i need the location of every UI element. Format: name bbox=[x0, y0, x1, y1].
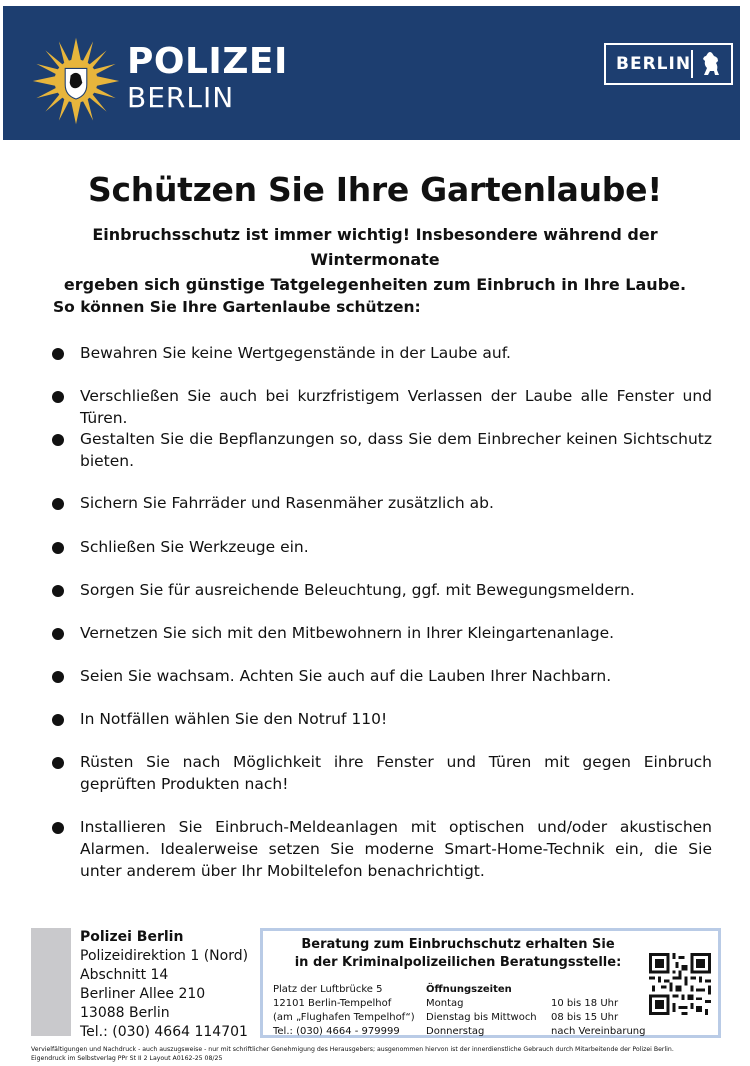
consultation-address-line: (am „Flughafen Tempelhof“) bbox=[273, 1012, 415, 1023]
bullet-icon bbox=[52, 542, 64, 554]
opening-days bbox=[426, 983, 537, 1039]
subtitle-line: ergeben sich günstige Tatgelegenheiten zum Einbruch in Ihre Laube. bbox=[63, 275, 687, 294]
tip-text: Rüsten Sie nach Möglichkeit ihre Fenster und Türen mit gegen Einbruch geprüften Produkten nach! bbox=[80, 753, 712, 793]
list-item bbox=[52, 816, 712, 882]
consultation-box bbox=[260, 928, 721, 1038]
berlin-badge-label: BERLIN bbox=[616, 54, 692, 74]
address-line: Berliner Allee 210 bbox=[80, 986, 206, 1002]
list-item bbox=[52, 536, 712, 558]
bullet-icon bbox=[52, 822, 64, 834]
list-item bbox=[52, 622, 712, 644]
berlin-bear-icon bbox=[693, 51, 731, 77]
brand-subtitle: BERLIN bbox=[127, 81, 235, 114]
tip-text: Bewahren Sie keine Wertgegenstände in der Laube auf. bbox=[80, 344, 511, 362]
list-item bbox=[52, 579, 712, 601]
address-phone: Tel.: (030) 4664 114701 bbox=[80, 1024, 248, 1040]
bullet-icon bbox=[52, 628, 64, 640]
police-star-logo bbox=[31, 36, 121, 126]
address-text bbox=[80, 928, 248, 1042]
header-banner bbox=[3, 6, 740, 140]
tip-text: Seien Sie wachsam. Achten Sie auch auf die Lauben Ihrer Nachbarn. bbox=[80, 667, 612, 685]
opening-day: Montag bbox=[426, 998, 464, 1009]
bullet-icon bbox=[52, 714, 64, 726]
address-accent-bar bbox=[31, 928, 71, 1036]
address-line: Abschnitt 14 bbox=[80, 967, 169, 983]
list-item bbox=[52, 492, 712, 514]
bullet-icon bbox=[52, 671, 64, 683]
list-item bbox=[52, 385, 712, 429]
page-subtitle bbox=[50, 222, 700, 297]
brand-title: POLIZEI bbox=[127, 41, 288, 82]
consultation-address bbox=[273, 983, 415, 1039]
tip-text: Sorgen Sie für ausreichende Beleuchtung, ggf. mit Bewegungsmeldern. bbox=[80, 581, 635, 599]
opening-hours-title: Öffnungszeiten bbox=[426, 984, 512, 995]
list-item bbox=[52, 665, 712, 687]
subtitle-line: Einbruchsschutz ist immer wichtig! Insbesondere während der Wintermonate bbox=[92, 225, 658, 269]
list-item bbox=[52, 428, 712, 472]
consultation-address-line: 12101 Berlin-Tempelhof bbox=[273, 998, 392, 1009]
tip-text: Schließen Sie Werkzeuge ein. bbox=[80, 538, 309, 556]
opening-day: Dienstag bis Mittwoch bbox=[426, 1012, 537, 1023]
tip-text: In Notfällen wählen Sie den Notruf 110! bbox=[80, 710, 388, 728]
consultation-heading bbox=[263, 936, 653, 972]
bullet-icon bbox=[52, 348, 64, 360]
list-item bbox=[52, 708, 712, 730]
berlin-badge bbox=[604, 43, 733, 85]
bullet-icon bbox=[52, 585, 64, 597]
tip-text: Installieren Sie Einbruch-Meldeanlagen mit optischen und/oder akustischen Alarmen. Idealerweise setzen Sie moderne Smart-Home-Technik ein, die Sie unter anderem über Ihr Mobiltelefon benachrichtigt. bbox=[80, 818, 712, 880]
address-line: 13088 Berlin bbox=[80, 1005, 170, 1021]
fine-print-line: Eigendruck im Selbstverlag PPr St II 2 Layout A0162-25 08/25 bbox=[31, 1054, 223, 1062]
fine-print-line: Vervielfältigungen und Nachdruck - auch auszugsweise - nur mit schriftlicher Genehmigung des Herausgebers; ausgenommen hiervon ist der innerdienstliche Gebrauch durch Mitarbeitende der Polizei Berlin. bbox=[31, 1046, 674, 1053]
consultation-phone: Tel.: (030) 4664 - 979999 bbox=[273, 1026, 400, 1037]
list-item bbox=[52, 342, 712, 364]
opening-time: nach Vereinbarung bbox=[551, 1026, 646, 1037]
tip-text: Verschließen Sie auch bei kurzfristigem Verlassen der Laube alle Fenster und Türen. bbox=[80, 387, 712, 427]
opening-time: 08 bis 15 Uhr bbox=[551, 1012, 619, 1023]
bullet-icon bbox=[52, 498, 64, 510]
section-heading: So können Sie Ihre Gartenlaube schützen: bbox=[53, 298, 421, 316]
consultation-heading-line: in der Kriminalpolizeilichen Beratungsstelle: bbox=[294, 955, 622, 970]
address-line: Polizeidirektion 1 (Nord) bbox=[80, 948, 249, 964]
bullet-icon bbox=[52, 391, 64, 403]
tip-text: Gestalten Sie die Bepflanzungen so, dass Sie dem Einbrecher keinen Sichtschutz bieten. bbox=[80, 430, 712, 470]
consultation-address-line: Platz der Luftbrücke 5 bbox=[273, 984, 383, 995]
address-block bbox=[31, 928, 249, 1040]
tip-text: Sichern Sie Fahrräder und Rasenmäher zusätzlich ab. bbox=[80, 494, 494, 512]
opening-times bbox=[551, 997, 645, 1039]
page-title: Schützen Sie Ihre Gartenlaube! bbox=[88, 170, 662, 209]
tip-text: Vernetzen Sie sich mit den Mitbewohnern in Ihrer Kleingartenanlage. bbox=[80, 624, 615, 642]
qr-code-icon bbox=[649, 953, 711, 1015]
list-item bbox=[52, 751, 712, 795]
bullet-icon bbox=[52, 757, 64, 769]
consultation-heading-line: Beratung zum Einbruchschutz erhalten Sie bbox=[301, 937, 615, 952]
bullet-icon bbox=[52, 434, 64, 446]
address-org: Polizei Berlin bbox=[80, 929, 184, 945]
fine-print bbox=[31, 1046, 721, 1063]
opening-time: 10 bis 18 Uhr bbox=[551, 998, 619, 1009]
brand-wordmark bbox=[127, 42, 288, 114]
opening-day: Donnerstag bbox=[426, 1026, 485, 1037]
